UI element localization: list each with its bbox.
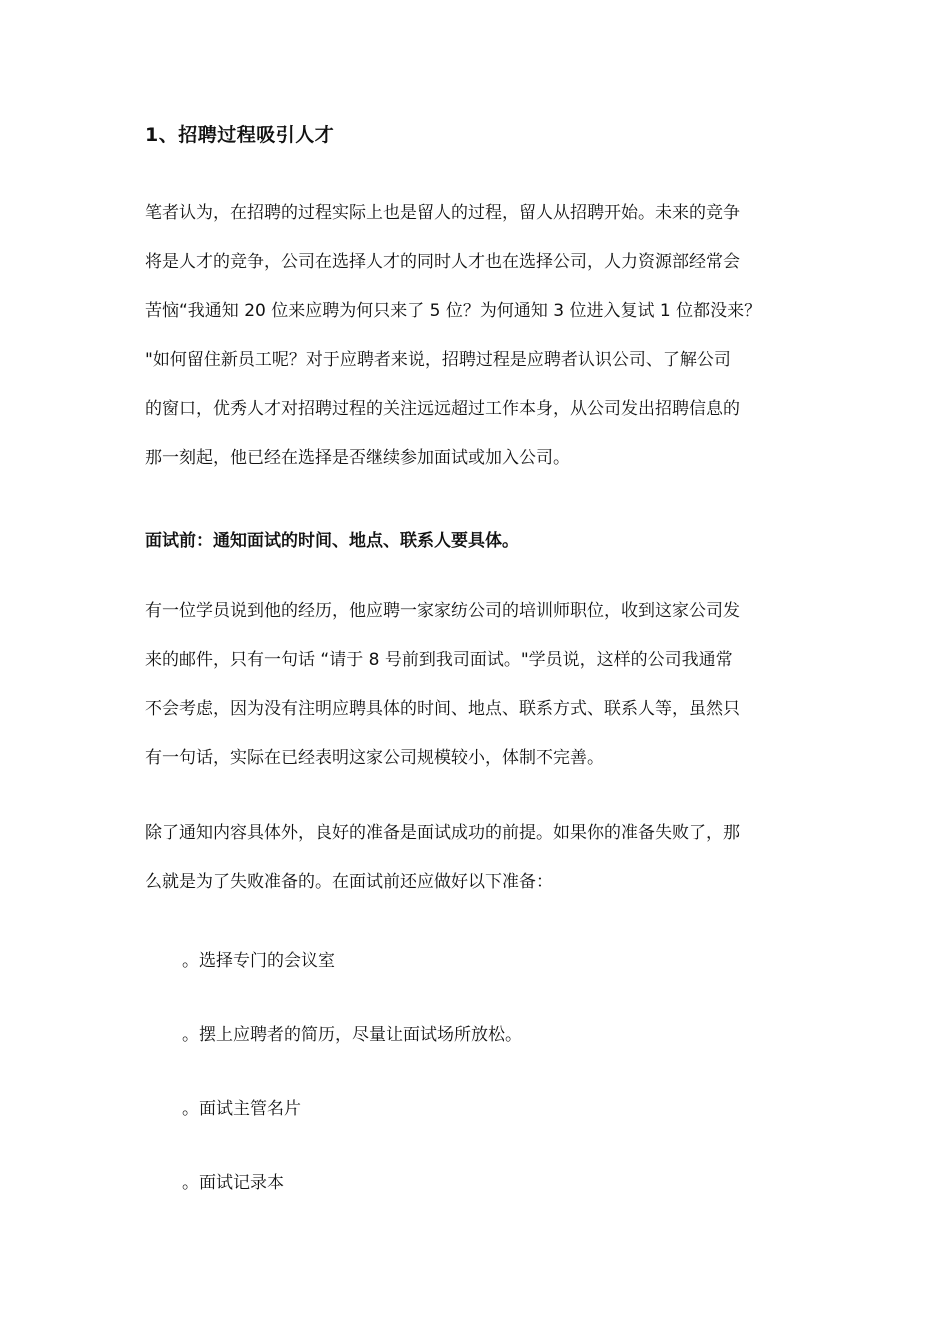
paragraph-line: 笔者认为，在招聘的过程实际上也是留人的过程，留人从招聘开始。未来的竞争: [145, 203, 740, 223]
paragraph-line: 有一句话，实际在已经表明这家公司规模较小，体制不完善。: [145, 748, 604, 768]
paragraph-line: 的窗口，优秀人才对招聘过程的关注远远超过工作本身，从公司发出招聘信息的: [145, 399, 740, 419]
paragraph-line: 不会考虑，因为没有注明应聘具体的时间、地点、联系方式、联系人等，虽然只: [145, 699, 740, 719]
paragraph-preparation: [145, 809, 825, 907]
list-item: 。面试记录本: [182, 1173, 284, 1193]
paragraph-line: 将是人才的竞争，公司在选择人才的同时人才也在选择公司，人力资源部经常会: [145, 252, 740, 272]
paragraph-line: 么就是为了失败准备的。在面试前还应做好以下准备：: [145, 872, 553, 892]
paragraph-example: [145, 587, 825, 783]
paragraph-line: 除了通知内容具体外，良好的准备是面试成功的前提。如果你的准备失败了，那: [145, 823, 740, 843]
paragraph-line: 苦恼“我通知 20 位来应聘为何只来了 5 位？为何通知 3 位进入复试 1 位都没来？: [145, 301, 762, 321]
paragraph-line: 那一刻起，他已经在选择是否继续参加面试或加入公司。: [145, 448, 570, 468]
section-heading: 1、招聘过程吸引人才: [145, 124, 335, 146]
paragraph-line: "如何留住新员工呢？对于应聘者来说，招聘过程是应聘者认识公司、了解公司: [145, 350, 731, 370]
list-item: 。面试主管名片: [182, 1099, 301, 1119]
paragraph-line: 有一位学员说到他的经历，他应聘一家家纺公司的培训师职位，收到这家公司发: [145, 601, 740, 621]
paragraph-intro: [145, 189, 825, 483]
subheading: 面试前：通知面试的时间、地点、联系人要具体。: [145, 531, 519, 551]
paragraph-line: 来的邮件，只有一句话 “请于 8 号前到我司面试。"学员说，这样的公司我通常: [145, 650, 733, 670]
list-item: 。选择专门的会议室: [182, 951, 335, 971]
list-item: 。摆上应聘者的简历，尽量让面试场所放松。: [182, 1025, 522, 1045]
